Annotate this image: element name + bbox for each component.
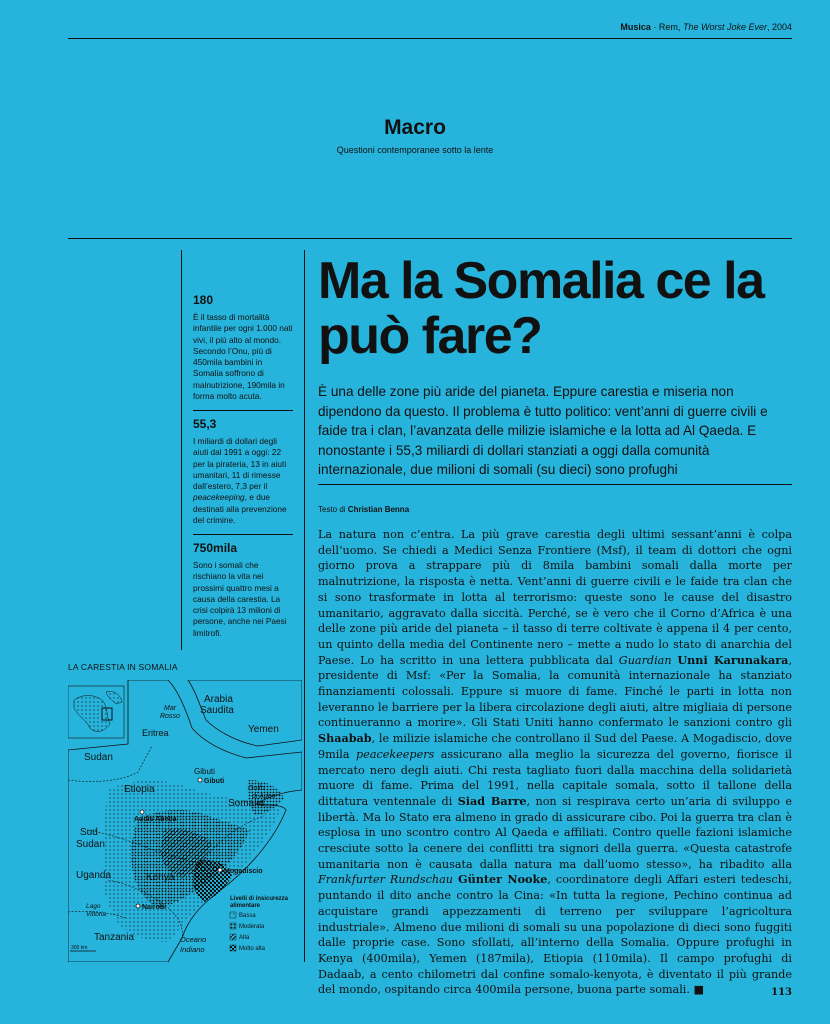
- svg-text:300 km: 300 km: [71, 945, 88, 951]
- svg-text:Yemen: Yemen: [248, 724, 279, 735]
- stat-text: È il tasso di mortalità infantile per ogni 1.000 nati vivi, il più alto al mondo. Secondo l’Onu, più di 450mila bambini in Somalia soffrono di malnutrizione, 190mila in forma molto acuta.: [193, 312, 293, 402]
- stat-text: I miliardi di dollari degli aiuti dal 1991 a oggi: 22 per la pirateria, 13 in aiuti umanitari, 11 di rimesse dall’estero, 7,3 per il peacekeeping, e due destinati alla prevenzione del crimine.: [193, 436, 287, 526]
- headline: Ma la Somalia ce la può fare?: [318, 252, 764, 365]
- deck-rule: [318, 484, 792, 485]
- svg-text:Sudan: Sudan: [84, 752, 113, 763]
- inset-globe-map: [68, 686, 124, 738]
- svg-text:Tanzania: Tanzania: [94, 932, 135, 943]
- article-body: La natura non c’entra. La più grave carestia degli ultimi sessant’anni è colpa dell’uomo. Se chiedi a Medici Senza Frontiere (Msf), il team di dottori che ogni giorno prova a strappare più di 8mila bambini somali dalla morte per malnutrizione, la risposta è netta. Vent’anni di guerre civili e le faide tra clan che si sono trasformate in lotta al terrorismo: queste sono le cause del disastro umanitario, aggravato dalla siccità. Perché, se è vero che il Corno d’Africa è una delle zone più aride del pianeta – il tasso di terre coltivate è appena il 4 per cento, un quinto della media del Continente nero – mette a nudo lo stato di anarchia del Paese. Lo ha scritto in una lettera pubblicata dal Guardian Unni Karunakara, presidente di Msf: «Per la Somalia, la comunità internazionale ha stanziato finanziamenti colossali. Eppure si muore di fame. Finché le parti in lotta non leveranno le barriere per la libera circolazione degli aiuti, altre migliaia di persone continueranno a morire». Gli Stati Uniti hanno confermato le sanzioni contro gli Shaabab, le milizie islamiche che controllano il Sud del Paese. A Mogadiscio, dove 9mila peacekeepers assicurano alla meglio la sicurezza del governo, fiorisce il mercato nero degli aiuti. Chi resta tagliato fuori dalla macchina della solidarietà muore di fame. Prima del 1991, nella capitale somala, sotto il tallone della dittatura ventennale di Siad Barre, non si respirava certo un’aria di sviluppo e libertà. Ma lo Stato era almeno in grado di assicurare cibo. Poi la guerra tra clan è esplosa in uno scontro contro Al Qaeda e affiliati. Contro quelle fazioni islamiche cresciute sotto la cenere dei conflitti tra signori della guerra. «Questa catastrofe umanitaria non è causata dalla natura ma dall’uomo stesso», ha ribadito alla Frankfurter Rundschau Günter Nooke, coordinatore degli Affari esteri tedeschi, puntando il dito anche contro la Cina: «In tutta la regione, Pechino continua ad acquistare grandi appezzamenti di terreno per sviluppare l’agricoltura industriale». Almeno due milioni di somali su una popolazione di dieci sono fuggiti dalle proprie case. Sono sfollati, all’interno della Somalia. Oppure profughi in Kenya (400mila), Yemen (187mila), Etiopia (110mila). Il campo profughi di Dadaab, a cento chilometri dal confine somalo-kenyota, è diventato il più grande del mondo, ospitando circa 400mila persone, buona parte somali. ■: [318, 528, 793, 997]
- svg-text:Moderata: Moderata: [239, 924, 265, 930]
- column-divider: [304, 250, 305, 962]
- stat-number: 55,3: [193, 417, 217, 431]
- svg-text:Lago: Lago: [86, 903, 101, 910]
- map-caption: LA CARESTIA IN SOMALIA: [68, 662, 178, 672]
- svg-text:Eritrea: Eritrea: [142, 728, 169, 738]
- famine-map: [68, 680, 302, 962]
- svg-text:Sudan: Sudan: [76, 839, 105, 850]
- svg-text:Bassa: Bassa: [239, 913, 256, 919]
- sidebar-divider: [181, 250, 182, 650]
- svg-text:Alta: Alta: [239, 935, 250, 941]
- svg-text:Mar: Mar: [164, 705, 177, 712]
- svg-text:Gibuti: Gibuti: [204, 778, 225, 785]
- svg-text:Indiano: Indiano: [180, 945, 205, 954]
- svg-text:Somalia: Somalia: [228, 798, 265, 809]
- deck: È una delle zone più aride del pianeta. Eppure carestia e miseria non dipendono da questo. Il problema è tutto politico: vent’anni di guerre civili e faide tra i clan, l’avanzata delle milizie islamiche e la lotta ad Al Qaeda. E nonostante i 55,3 miliardi di dollari stanziati a oggi dalla comunità internazionale, due milioni di somali (su dieci) sono profughi: [318, 384, 768, 478]
- svg-text:Vittoria: Vittoria: [86, 911, 107, 918]
- running-head: Musica · Rem, The Worst Joke Ever, 2004: [620, 22, 792, 32]
- svg-text:Sud: Sud: [80, 827, 98, 838]
- svg-text:Uganda: Uganda: [76, 870, 112, 881]
- svg-text:Rosso: Rosso: [160, 713, 180, 720]
- stat-number: 180: [193, 293, 214, 307]
- svg-text:Molto alta: Molto alta: [239, 946, 266, 952]
- stat-180: [193, 293, 293, 402]
- svg-text:Etiopia: Etiopia: [124, 784, 155, 795]
- svg-text:Kenya: Kenya: [146, 872, 175, 883]
- svg-text:Golfo: Golfo: [248, 785, 265, 792]
- top-rule: [68, 38, 792, 39]
- stat-text: Sono i somali che rischiano la vita nei prossimi quattro mesi a causa della carestia. La crisi colpirà 13 milioni di persone, anche nei Paesi limitrofi.: [193, 560, 287, 638]
- section-rule: [68, 238, 792, 239]
- section-subtitle: Questioni contemporanee sotto la lente: [336, 145, 494, 155]
- svg-text:Gibuti: Gibuti: [194, 767, 215, 776]
- page-number: 113: [771, 987, 792, 998]
- svg-text:Livelli di insicurezza: Livelli di insicurezza: [230, 896, 289, 902]
- svg-text:Arabia: Arabia: [204, 694, 233, 705]
- svg-text:Oceano: Oceano: [180, 935, 207, 944]
- svg-text:Saudita: Saudita: [200, 705, 234, 716]
- svg-text:Addis Abeba: Addis Abeba: [134, 816, 177, 823]
- stat-750mila: [193, 541, 293, 639]
- stat-55-3: [193, 417, 293, 526]
- stat-rule: [193, 410, 293, 411]
- svg-text:alimentare: alimentare: [230, 903, 261, 909]
- svg-text:di Aden: di Aden: [252, 793, 276, 800]
- svg-text:Mogadiscio: Mogadiscio: [224, 868, 263, 875]
- map-legend: [230, 896, 289, 952]
- byline: Testo di Christian Benna: [318, 505, 410, 514]
- stat-rule: [193, 534, 293, 535]
- svg-text:Nairobi: Nairobi: [142, 904, 167, 911]
- stat-number: 750mila: [193, 541, 238, 555]
- section-title: Macro: [384, 116, 446, 139]
